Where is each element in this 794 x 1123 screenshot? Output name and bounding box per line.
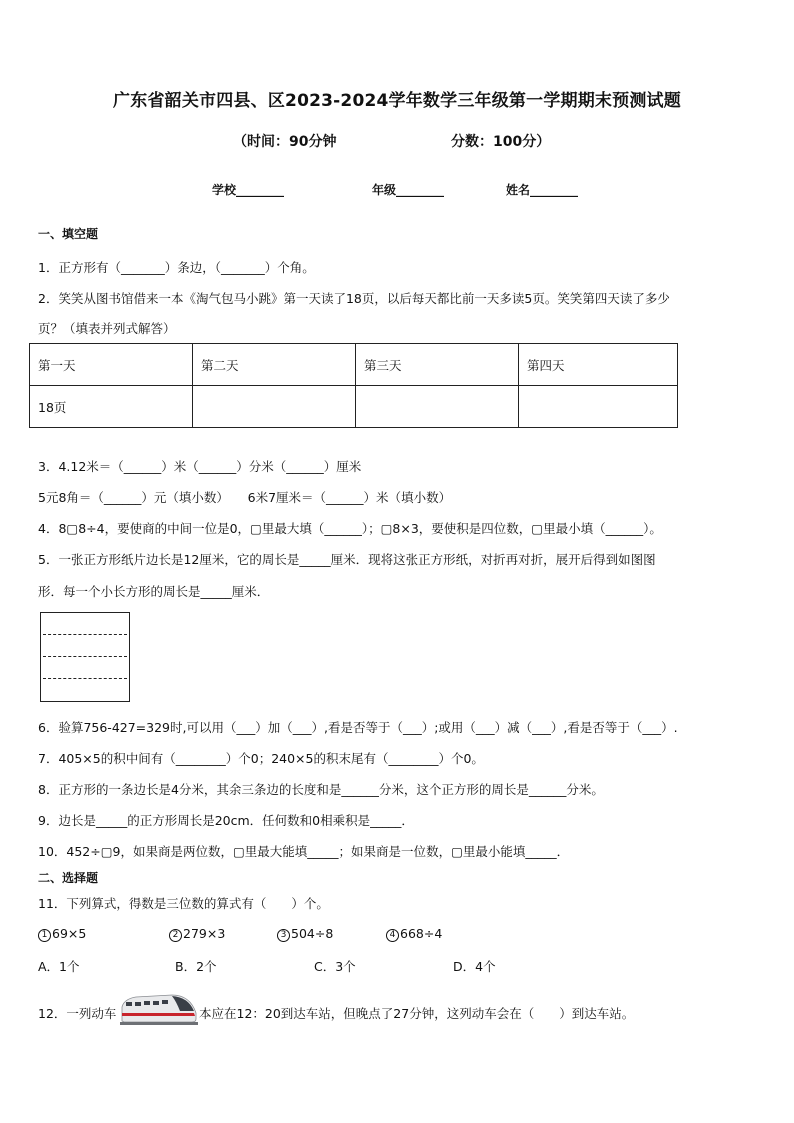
question-5-line-1: 5．一张正方形纸片边长是12厘米，它的周长是_____厘米．现将这张正方形纸，对折再对折，展开后得到如图图	[38, 552, 656, 567]
table-cell	[356, 386, 519, 428]
question-12-end: 本应在12：20到达车站，但晚点了27分钟，这列动车会在（ ）到达车站。	[199, 1006, 635, 1021]
option-expression: 668÷4	[400, 926, 443, 941]
table-cell	[519, 386, 678, 428]
expression-option	[169, 926, 225, 942]
question-2-line-1: 2．笑笑从图书馆借来一本《淘气包马小跳》第一天读了18页，以后每天都比前一天多读5页。笑笑第四天读了多少	[38, 291, 670, 306]
question-3-line-1: 3．4.12米＝（______）米（______）分米（______）厘米	[38, 459, 362, 474]
fold-line	[43, 634, 127, 635]
expression-option	[277, 926, 333, 942]
section-heading-fill-in: 一、填空题	[38, 227, 99, 241]
question-6: 6．验算756-427=329时,可以用（___）加（___）,看是否等于（___）;或用（___）减（___）,看是否等于（___）.	[38, 720, 678, 735]
school-field: 学校________	[212, 183, 285, 197]
expression-option	[386, 926, 442, 942]
table-row	[30, 386, 678, 428]
choice-a: A．1个	[38, 959, 80, 974]
table-header-cell: 第一天	[30, 344, 193, 386]
question-2-line-2: 页？（填表并列式解答）	[38, 321, 176, 336]
page-title: 广东省韶关市四县、区2023-2024学年数学三年级第一学期期末预测试题	[113, 91, 681, 111]
option-number: 2	[169, 929, 182, 942]
question-9: 9．边长是_____的正方形周长是20cm．任何数和0相乘积是_____．	[38, 813, 414, 828]
choice-d: D．4个	[453, 959, 496, 974]
option-number: 3	[277, 929, 290, 942]
option-expression: 504÷8	[291, 926, 334, 941]
fold-line	[43, 656, 127, 657]
question-3-line-2: 5元8角＝（______）元（填小数） 6米7厘米＝（______）米（填小数）	[38, 490, 452, 505]
option-number: 4	[386, 929, 399, 942]
table-header-row	[30, 344, 678, 386]
choice-b: B．2个	[175, 959, 217, 974]
grade-field: 年级________	[372, 183, 445, 197]
choice-c: C．3个	[314, 959, 356, 974]
section-heading-choice: 二、选择题	[38, 871, 99, 885]
fold-line	[43, 678, 127, 679]
table-header-cell: 第四天	[519, 344, 678, 386]
question-5-line-2: 形．每一个小长方形的周长是_____厘米．	[38, 584, 270, 599]
question-7: 7．405×5的积中间有（________）个0；240×5的积末尾有（________）个0。	[38, 751, 484, 766]
question-4: 4．8▢8÷4，要使商的中间一位是0，▢里最大填（______）；▢8×3，要使积是四位数，▢里最小填（______）。	[38, 521, 662, 536]
name-field: 姓名________	[506, 183, 579, 197]
folded-square-figure	[40, 612, 130, 702]
reading-days-table	[29, 343, 678, 428]
question-11: 11．下列算式，得数是三位数的算式有（ ）个。	[38, 896, 329, 911]
question-1: 1．正方形有（_______）条边，（_______）个角。	[38, 260, 315, 275]
table-header-cell: 第三天	[356, 344, 519, 386]
exam-time: （时间：90分钟	[233, 134, 337, 150]
question-12-start: 12．一列动车	[38, 1006, 117, 1021]
table-header-cell: 第二天	[193, 344, 356, 386]
question-10: 10．452÷▢9，如果商是两位数，▢里最大能填_____；如果商是一位数，▢里最小能填_____．	[38, 844, 570, 859]
table-cell: 18页	[30, 386, 193, 428]
bullet-train-image	[120, 991, 198, 1025]
question-8: 8．正方形的一条边长是4分米，其余三条边的长度和是______分米，这个正方形的周长是______分米。	[38, 782, 604, 797]
expression-option	[38, 926, 86, 942]
exam-subtitle	[233, 131, 551, 151]
option-expression: 69×5	[52, 926, 87, 941]
option-expression: 279×3	[183, 926, 226, 941]
exam-score: 分数：100分）	[451, 134, 551, 150]
option-number: 1	[38, 929, 51, 942]
table-cell	[193, 386, 356, 428]
